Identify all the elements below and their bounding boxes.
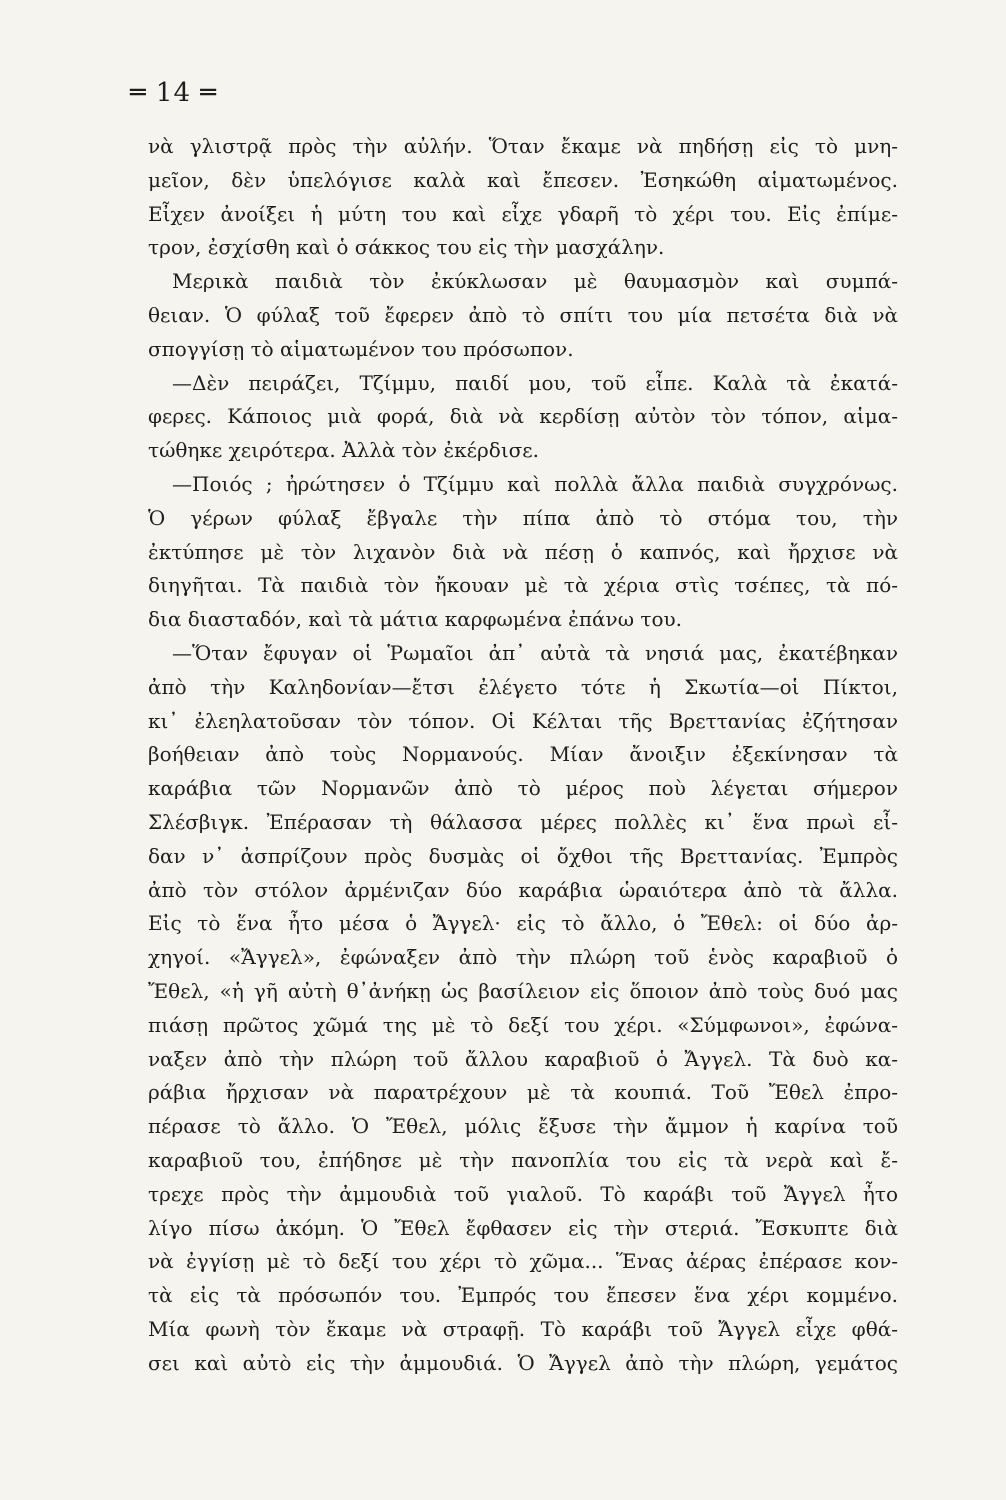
text-line: τρεχε πρὸς τὴν ἀμμουδιὰ τοῦ γιαλοῦ. Τὸ καράβι τοῦ Ἄγγελ ἦτο — [148, 1181, 898, 1206]
text-line: τρον, ἐσχίσθη καὶ ὁ σάκκος του εἰς τὴν μασχάλην. — [148, 235, 665, 260]
text-line: καραβιοῦ του, ἐπήδησε μὲ τὴν πανοπλία του εἰς τὰ νερὰ καὶ ἔ- — [148, 1147, 898, 1172]
body-text — [148, 130, 898, 1380]
page-number: ═ 14 ═ — [130, 78, 217, 108]
text-line: Μερικὰ παιδιὰ τὸν ἐκύκλωσαν μὲ θαυμασμὸν καὶ συμπά- — [172, 269, 898, 294]
text-line: ἀπὸ τὴν Καληδονίαν—ἔτσι ἐλέγετο τότε ἡ Σκωτία—οἱ Πίκτοι, — [148, 674, 898, 699]
text-line: Ὁ γέρων φύλαξ ἔβγαλε τὴν πίπα ἀπὸ τὸ στόμα του, τὴν — [148, 505, 898, 530]
text-line: —Δὲν πειράζει, Τζίμμυ, παιδί μου, τοῦ εἶπε. Καλὰ τὰ ἐκατά- — [172, 370, 898, 395]
text-line: —Ὅταν ἔφυγαν οἱ Ῥωμαῖοι ἀπ᾽ αὐτὰ τὰ νησιά μας, ἐκατέβηκαν — [172, 640, 898, 665]
text-line: μεῖον, δὲν ὑπελόγισε καλὰ καὶ ἔπεσεν. Ἐσηκώθη αἱματωμένος. — [148, 167, 898, 192]
text-line: Εἰς τὸ ἕνα ἦτο μέσα ὁ Ἄγγελ· εἰς τὸ ἄλλο, ὁ Ἔθελ: οἱ δύο ἀρ- — [148, 911, 898, 936]
text-line: πιάσῃ πρῶτος χῶμά της μὲ τὸ δεξί του χέρι. «Σύμφωνοι», ἐφώνα- — [148, 1012, 898, 1037]
text-line: —Ποιός ; ἠρώτησεν ὁ Τζίμμυ καὶ πολλὰ ἄλλα παιδιὰ συγχρόνως. — [172, 471, 898, 496]
text-line: καράβια τῶν Νορμανῶν ἀπὸ τὸ μέρος ποὺ λέγεται σήμερον — [148, 776, 898, 801]
text-line: χηγοί. «Ἄγγελ», ἐφώναξεν ἀπὸ τὴν πλώρη τοῦ ἑνὸς καραβιοῦ ὁ — [148, 945, 898, 970]
text-line: ἐκτύπησε μὲ τὸν λιχανὸν διὰ νὰ πέσῃ ὁ καπνός, καὶ ἤρχισε νὰ — [148, 539, 898, 564]
text-line: δαν ν᾽ ἀσπρίζουν πρὸς δυσμὰς οἱ ὄχθοι τῆς Βρεττανίας. Ἐμπρὸς — [148, 843, 898, 868]
text-line: Σλέσβιγκ. Ἐπέρασαν τὴ θάλασσα μέρες πολλὲς κι᾽ ἕνα πρωὶ εἶ- — [148, 809, 898, 834]
text-line: νὰ ἐγγίσῃ μὲ τὸ δεξί του χέρι τὸ χῶμα... Ἕνας ἀέρας ἐπέρασε κον- — [148, 1249, 898, 1274]
text-line: θειαν. Ὁ φύλαξ τοῦ ἔφερεν ἀπὸ τὸ σπίτι του μία πετσέτα διὰ νὰ — [148, 302, 898, 327]
text-line: ἀπὸ τὸν στόλον ἀρμένιζαν δύο καράβια ὡραιότερα ἀπὸ τὰ ἄλλα. — [148, 877, 898, 902]
text-line: ράβια ἤρχισαν νὰ παρατρέχουν μὲ τὰ κουπιά. Τοῦ Ἔθελ ἐπρο- — [148, 1080, 898, 1105]
text-line: λίγο πίσω ἀκόμη. Ὁ Ἔθελ ἔφθασεν εἰς τὴν στεριά. Ἔσκυπτε διὰ — [148, 1215, 898, 1240]
text-line: Μία φωνὴ τὸν ἔκαμε νὰ στραφῇ. Τὸ καράβι τοῦ Ἄγγελ εἶχε φθά- — [148, 1316, 898, 1341]
text-line: τὰ εἰς τὰ πρόσωπόν του. Ἐμπρός του ἔπεσεν ἕνα χέρι κομμένο. — [148, 1283, 898, 1308]
text-line: πέρασε τὸ ἄλλο. Ὁ Ἔθελ, μόλις ἔξυσε τὴν ἄμμον ἡ καρίνα τοῦ — [148, 1114, 898, 1139]
text-line: σπογγίσῃ τὸ αἱματωμένον του πρόσωπον. — [148, 336, 574, 361]
text-line: νὰ γλιστρᾷ πρὸς τὴν αὐλήν. Ὅταν ἔκαμε νὰ πηδήσῃ εἰς τὸ μνη- — [148, 134, 898, 158]
text-line: ναξεν ἀπὸ τὴν πλώρη τοῦ ἄλλου καραβιοῦ ὁ Ἄγγελ. Τὰ δυὸ κα- — [148, 1046, 898, 1071]
text-line: Ἔθελ, «ἡ γῆ αὐτὴ θ᾽ἀνήκῃ ὡς βασίλειον εἰς ὅποιον ἀπὸ τοὺς δυό μας — [148, 978, 898, 1003]
text-line: διηγῆται. Τὰ παιδιὰ τὸν ἤκουαν μὲ τὰ χέρια στὶς τσέπες, τὰ πό- — [148, 573, 898, 598]
text-line: φερες. Κάποιος μιὰ φορά, διὰ νὰ κερδίσῃ αὐτὸν τὸν τόπον, αἱμα- — [148, 404, 898, 429]
text-line: κι᾽ ἐλεηλατοῦσαν τὸν τόπον. Οἱ Κέλται τῆς Βρεττανίας ἐζήτησαν — [148, 708, 898, 733]
text-line: βοήθειαν ἀπὸ τοὺς Νορμανούς. Μίαν ἄνοιξιν ἐξεκίνησαν τὰ — [148, 742, 898, 767]
text-line: Εἶχεν ἀνοίξει ἡ μύτη του καὶ εἶχε γδαρῆ τὸ χέρι του. Εἰς ἐπίμε- — [148, 201, 898, 226]
text-line: δια διασταδόν, καὶ τὰ μάτια καρφωμένα ἐπάνω του. — [148, 607, 683, 632]
text-line: τώθηκε χειρότερα. Ἀλλὰ τὸν ἐκέρδισε. — [148, 438, 540, 463]
text-line: σει καὶ αὐτὸ εἰς τὴν ἀμμουδιά. Ὁ Ἄγγελ ἀπὸ τὴν πλώρη, γεμάτος — [148, 1350, 898, 1375]
